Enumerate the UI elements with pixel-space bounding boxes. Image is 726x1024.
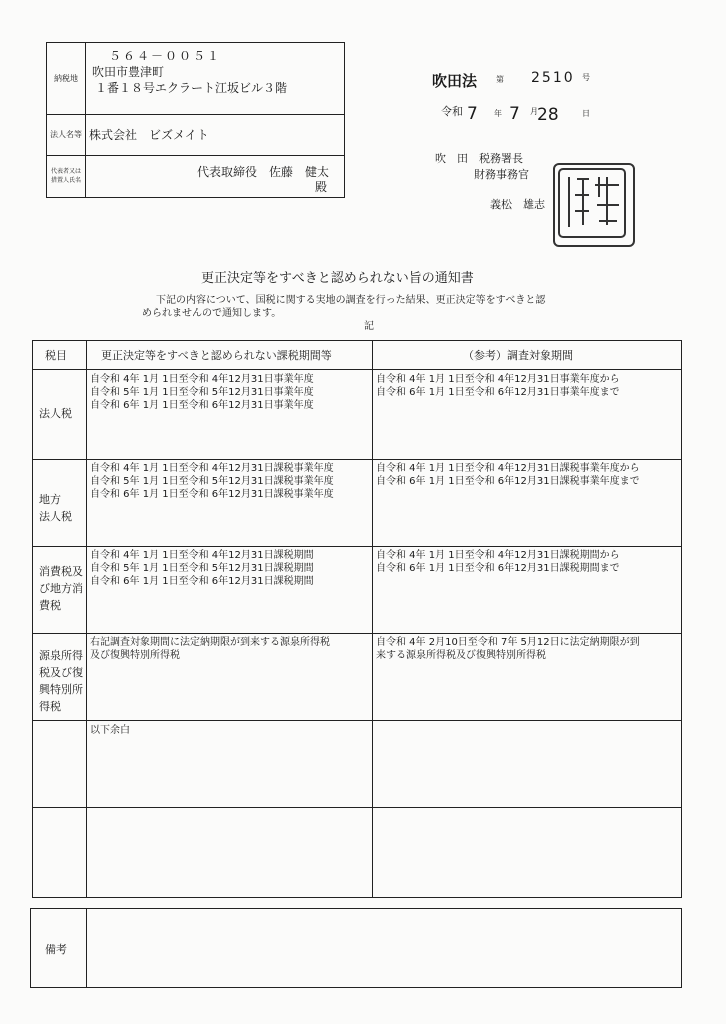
document-number: 2510 [531,70,575,86]
reference-line: 自令和 6年 1月 1日至令和 6年12月31日課税事業年度まで [376,476,640,487]
honorific: 殿 [315,180,328,194]
issuer-official: 財務事務官 [474,168,529,181]
period-line: 自令和 4年 1月 1日至令和 4年12月31日課税期間 [90,550,314,561]
period-line: 自令和 4年 1月 1日至令和 4年12月31日事業年度 [90,374,314,385]
postal-code: ５６４－００５１ [109,49,222,63]
date-year: 7 [467,104,478,124]
row-divider [33,633,681,634]
intro-line2: められませんので通知します。 [142,308,282,319]
date-month: 7 [509,104,520,124]
header-periods: 更正決定等をすべきと認められない課税期間等 [101,349,332,362]
representative-name: 代表取締役 佐藤 健太 [197,165,330,179]
address-line1: 吹田市豊津町 [92,65,165,79]
address-label: 納税地 [47,43,86,114]
address-row [47,43,344,115]
remarks-label: 備考 [45,943,67,956]
reference-line: 自令和 4年 1月 1日至令和 4年12月31日事業年度から [376,374,620,385]
row-divider [33,459,681,460]
tax-name-local-corporate: 地方 法人税 [39,493,72,523]
representative-label: 代表者又は 措置人氏名 [47,155,86,197]
reference-line: 自令和 4年 1月 1日至令和 4年12月31日課税事業年度から [376,463,640,474]
representative-row [47,155,344,197]
header-tax: 税目 [45,349,67,362]
period-line: 自令和 6年 1月 1日至令和 6年12月31日課税期間 [90,576,314,587]
reference-line: 自令和 6年 1月 1日至令和 6年12月31日課税期間まで [376,563,620,574]
row-divider [33,807,681,808]
period-line: 自令和 5年 1月 1日至令和 5年12月31日課税事業年度 [90,476,334,487]
date-month-label: 月 [530,107,538,116]
tax-name-consumption: 消費税及 び地方消 費税 [39,565,83,612]
period-line: 右記調査対象期間に法定納期限が到来する源泉所得税 [90,637,330,648]
company-label: 法人名等 [47,114,86,155]
intro-line1: 下記の内容について、国税に関する実地の調査を行った結果、更正決定等をすべきと認 [156,295,546,306]
period-line: 自令和 4年 1月 1日至令和 4年12月31日課税事業年度 [90,463,334,474]
period-line: 及び復興特別所得税 [90,650,180,661]
tax-table [32,340,682,898]
date-day-label: 日 [582,109,590,118]
column-divider [372,341,373,897]
dai-label: 第 [496,75,504,84]
reference-line: 来する源泉所得税及び復興特別所得税 [376,650,546,661]
ki-label: 記 [364,321,374,332]
period-line: 自令和 6年 1月 1日至令和 6年12月31日課税事業年度 [90,489,334,500]
date-year-label: 年 [494,109,502,118]
period-line: 自令和 6年 1月 1日至令和 6年12月31日事業年度 [90,400,314,411]
remarks-divider [86,909,87,987]
company-name: 株式会社 ビズメイト [89,128,209,142]
reference-line: 自令和 4年 1月 1日至令和 4年12月31日課税期間から [376,550,620,561]
reference-line: 自令和 6年 1月 1日至令和 6年12月31日事業年度まで [376,387,620,398]
tax-name-corporate: 法人税 [39,407,72,420]
address-line2: １番１８号エクラート江坂ビル３階 [95,81,288,95]
company-row [47,114,344,156]
row-divider [33,720,681,721]
seal-graphic [555,165,629,241]
tax-name-withholding: 源泉所得 税及び復 興特別所 得税 [39,649,83,713]
column-divider [86,341,87,897]
date-era: 令和 [441,105,463,118]
issuer-office: 吹 田 税務署長 [435,152,523,165]
issuer-name: 義松 雄志 [490,198,545,211]
recipient-box [46,42,345,198]
blank-below-note: 以下余白 [90,725,130,736]
date-day: 28 [537,105,559,125]
reference-line: 自令和 4年 2月10日至令和 7年 5月12日に法定納期限が到 [376,637,640,648]
go-label: 号 [582,73,590,82]
official-seal [553,163,635,247]
remarks-box [30,908,682,988]
row-divider [33,546,681,547]
document-title: 更正決定等をすべきと認められない旨の通知書 [201,271,474,286]
header-reference: （参考）調査対象期間 [463,349,573,362]
period-line: 自令和 5年 1月 1日至令和 5年12月31日事業年度 [90,387,314,398]
row-divider [33,369,681,370]
office-code: 吹田法 [432,72,478,90]
period-line: 自令和 5年 1月 1日至令和 5年12月31日課税期間 [90,563,314,574]
